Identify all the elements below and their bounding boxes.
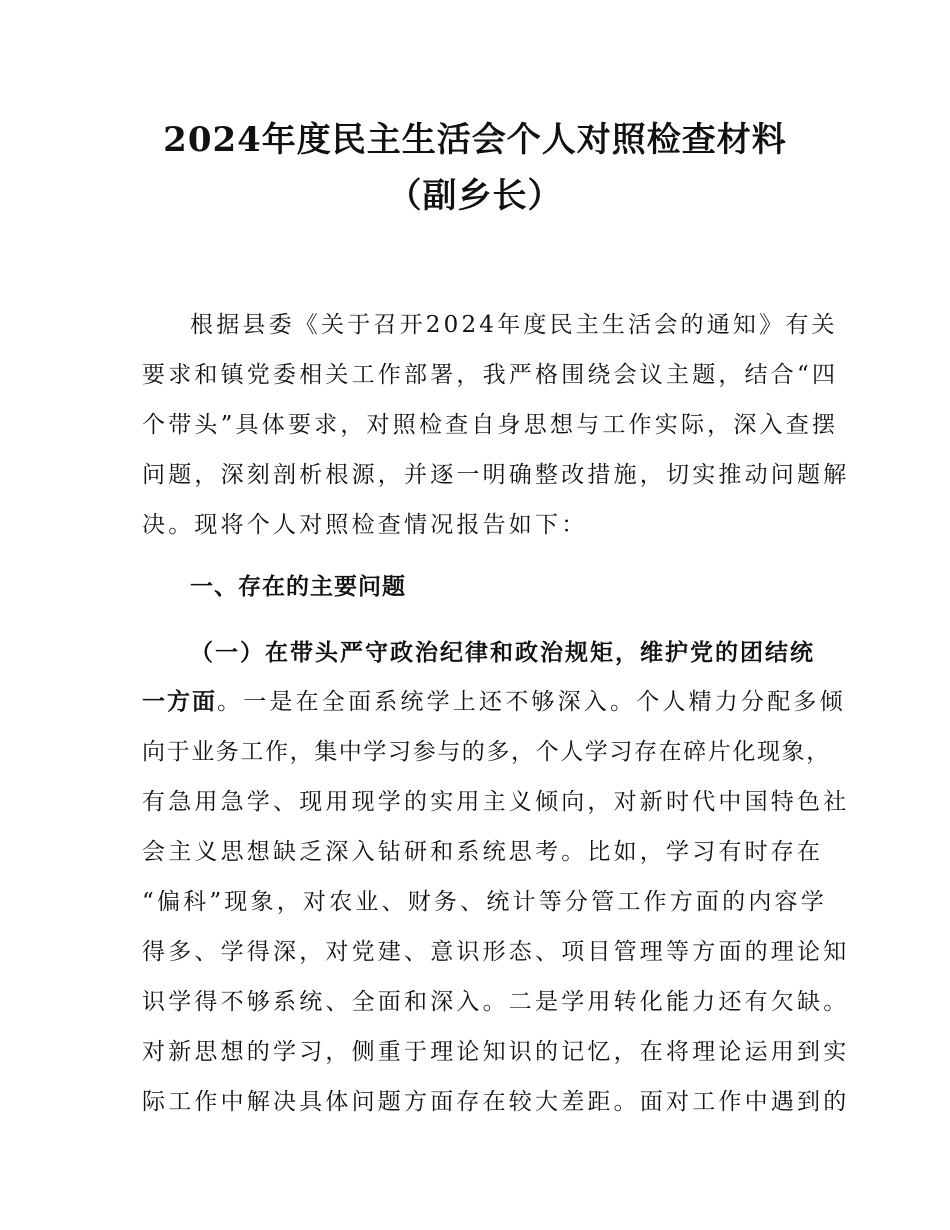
subsection-title: （一）在带头严守政治纪律和政治规矩，维护党的团结统 (190, 640, 815, 666)
subsection-title-end: 一方面 (142, 689, 217, 715)
body-line: 识学得不够系统、全面和深入。二是学用转化能力还有欠缺。 (142, 989, 850, 1015)
intro-line: 要求和镇党委相关工作部署，我严格围绕会议主题，结合“四 (142, 362, 839, 388)
body-line: 有急用急学、现用现学的实用主义倾向，对新时代中国特色社 (142, 789, 850, 815)
body-line: “偏科”现象，对农业、财务、统计等分管工作方面的内容学 (142, 889, 827, 915)
body-line (142, 687, 846, 717)
body-line: 际工作中解决具体问题方面存在较大差距。面对工作中遇到的 (142, 1089, 850, 1115)
document-title: 2024年度民主生活会个人对照检查材料（副乡长） (163, 120, 787, 216)
intro-line: 问题，深刻剖析根源，并逐一明确整改措施，切实推动问题解 (142, 462, 850, 488)
body-line: 会主义思想缺乏深入钻研和系统思考。比如，学习有时存在 (142, 839, 824, 865)
section-heading: 一、存在的主要问题 (190, 574, 406, 600)
body-text: 。一是在全面系统学上还不够深入。个人精力分配多倾 (217, 689, 846, 715)
intro-line: 决。现将个人对照检查情况报告如下： (142, 512, 588, 538)
intro-line: 个带头”具体要求，对照检查自身思想与工作实际，深入查摆 (142, 412, 839, 438)
body-line: 向于业务工作，集中学习参与的多，个人学习存在碎片化现象， (142, 739, 831, 765)
intro-line: 根据县委《关于召开2024年度民主生活会的通知》有关 (190, 312, 838, 338)
body-line: 对新思想的学习，侧重于理论知识的记忆，在将理论运用到实 (142, 1039, 850, 1065)
body-line: 得多、学得深，对党建、意识形态、项目管理等方面的理论知 (142, 939, 850, 965)
